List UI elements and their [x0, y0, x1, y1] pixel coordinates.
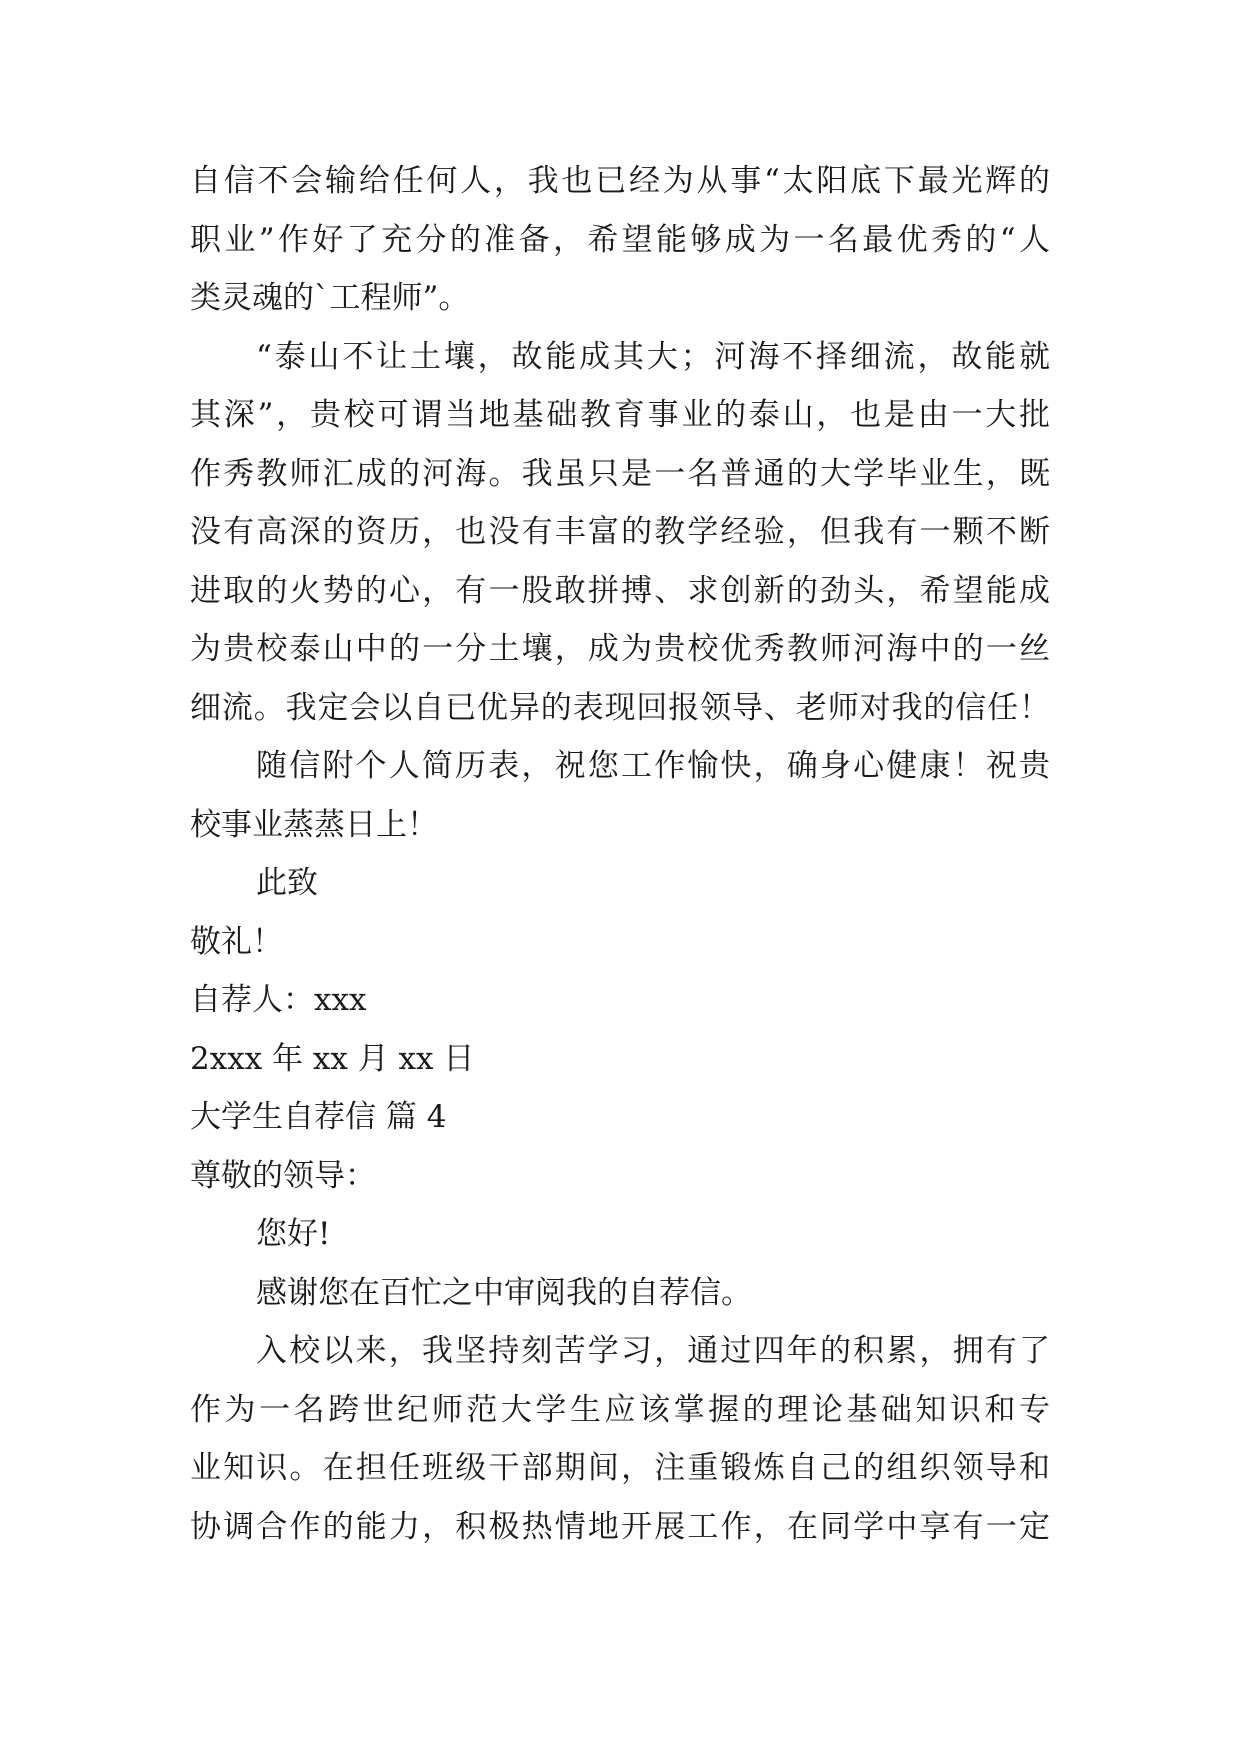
text-line: 自信不会输给任何人，我也已经为从事“太阳底下最光辉的 [190, 163, 1050, 199]
text-line: 细流。我定会以自已优异的表现回报领导、老师对我的信任！ [190, 689, 1050, 726]
text-line: 类灵魂的`工程师”。 [190, 280, 470, 316]
text-line: 感谢您在百忙之中审阅我的自荐信。 [256, 1274, 752, 1311]
greeting: 您好! [256, 1216, 331, 1252]
text-line: 作为一名跨世纪师范大学生应该掌握的理论基础知识和专 [190, 1391, 1050, 1428]
text-line: 没有高深的资历，也没有丰富的教学经验，但我有一颗不断 [190, 514, 1050, 550]
section-heading: 大学生自荐信 篇 4 [190, 1099, 447, 1135]
text-line: 协调合作的能力，积极热情地开展工作，在同学中享有一定 [190, 1508, 1050, 1545]
text-line: 作秀教师汇成的河海。我虽只是一名普通的大学毕业生，既 [190, 455, 1050, 492]
date-line: 2xxx 年 xx 月 xx 日 [190, 1040, 475, 1077]
text-line: “泰山不让土壤，故能成其大；河海不择细流，故能就 [256, 338, 1050, 375]
text-line: 职业”作好了充分的准备，希望能够成为一名最优秀的“人 [190, 221, 1050, 258]
signature-line: 自荐人：xxx [190, 982, 367, 1018]
text-line: 校事业蒸蒸日上！ [190, 806, 438, 843]
text-line: 入校以来，我坚持刻苦学习，通过四年的积累，拥有了 [256, 1333, 1050, 1369]
text-line: 为贵校泰山中的一分土壤，成为贵校优秀教师河海中的一丝 [190, 631, 1050, 667]
text-line: 随信附个人简历表，祝您工作愉快，确身心健康！祝贵 [256, 748, 1050, 784]
greeting-recipient: 尊敬的领导： [190, 1157, 376, 1194]
text-line: 业知识。在担任班级干部期间，注重锻炼自己的组织领导和 [190, 1450, 1050, 1486]
text-line: 进取的火势的心，有一股敢拼搏、求创新的劲头，希望能成 [190, 572, 1050, 609]
closing-salutation: 此致 [256, 865, 318, 901]
document-body [190, 152, 1050, 1556]
closing-regards: 敬礼！ [190, 923, 283, 960]
text-line: 其深”，贵校可谓当地基础教育事业的泰山，也是由一大批 [190, 397, 1050, 433]
